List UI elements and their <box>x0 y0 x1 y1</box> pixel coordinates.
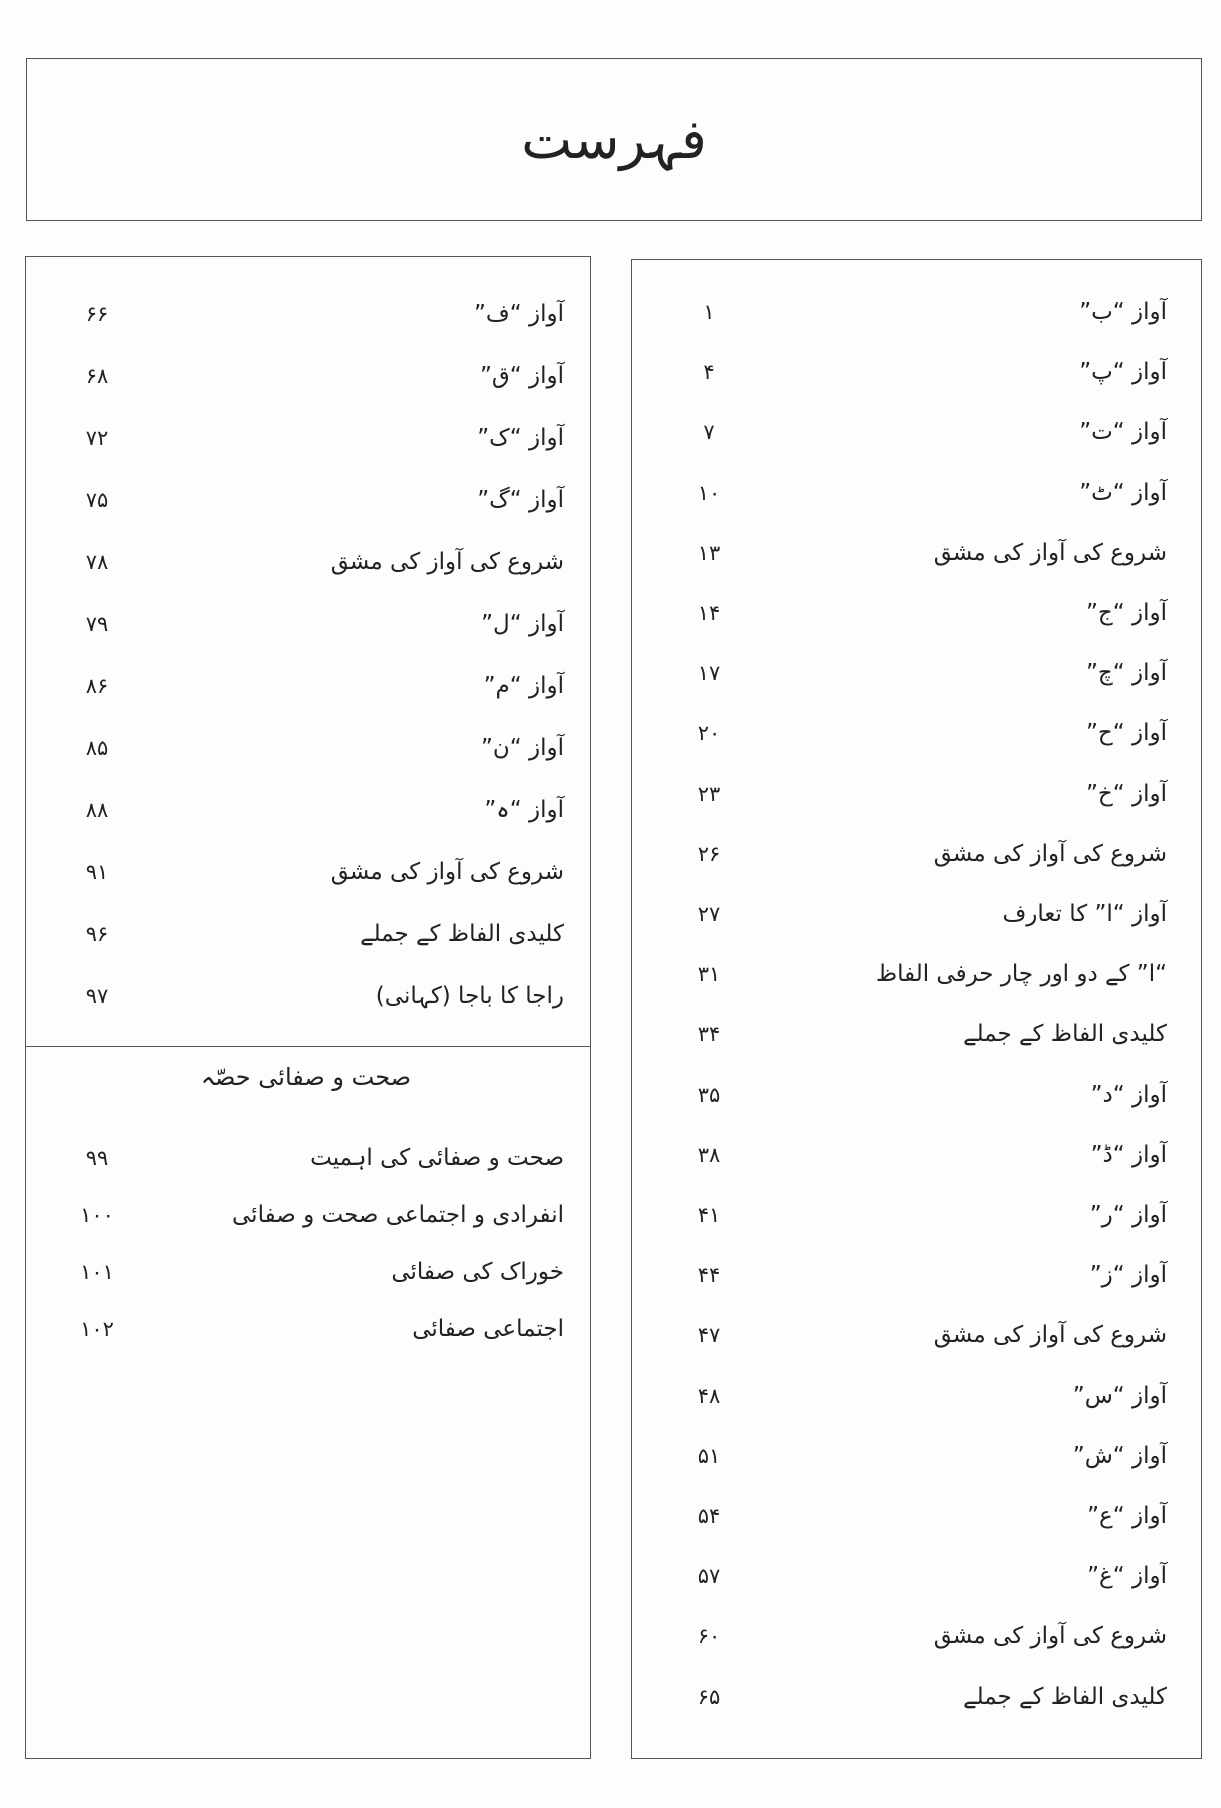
toc-entry-page: ۸۸ <box>85 798 109 822</box>
toc-entry[interactable] <box>632 1135 1201 1175</box>
toc-entry[interactable] <box>632 1195 1201 1235</box>
toc-entry[interactable] <box>632 1315 1201 1355</box>
toc-entry-page: ۴۱ <box>697 1203 721 1227</box>
toc-entry[interactable] <box>632 1014 1201 1054</box>
toc-entry-title: آواز “ت” <box>1079 419 1167 446</box>
toc-entry[interactable] <box>632 894 1201 934</box>
toc-entry[interactable] <box>26 666 590 706</box>
toc-entry-title: شروع کی آواز کی مشق <box>933 1322 1167 1349</box>
toc-entry-title: آواز “ر” <box>1089 1202 1167 1228</box>
toc-entry-title: اجتماعی صفائی <box>412 1316 564 1342</box>
toc-entry-page: ۱۷ <box>697 661 721 686</box>
toc-entry[interactable] <box>26 1138 590 1178</box>
toc-entry-title: آواز “ق” <box>480 363 564 389</box>
toc-entry-title: آواز “گ” <box>477 487 564 513</box>
toc-entry[interactable] <box>632 352 1201 392</box>
toc-entry[interactable] <box>632 292 1201 332</box>
toc-entry-page: ۸۶ <box>85 674 109 698</box>
toc-entry-title: آواز “غ” <box>1087 1563 1167 1590</box>
toc-entry[interactable] <box>632 1075 1201 1115</box>
toc-entry-title: “ا” کے دو اور چار حرفی الفاظ <box>875 961 1167 988</box>
toc-entry-page: ۷۵ <box>85 488 109 512</box>
toc-entry[interactable] <box>26 1252 590 1292</box>
toc-entry-page: ۳۱ <box>697 962 721 987</box>
toc-entry-title: شروع کی آواز کی مشق <box>933 840 1167 867</box>
toc-entry[interactable] <box>26 1195 590 1235</box>
toc-entry-page: ۵۷ <box>697 1564 721 1589</box>
toc-entry-title: آواز “د” <box>1090 1081 1167 1108</box>
toc-entry-title: آواز “ن” <box>480 735 564 761</box>
toc-entry-page: ۲۰ <box>697 721 721 746</box>
toc-entry-page: ۳۴ <box>697 1022 721 1047</box>
toc-entry-title: شروع کی آواز کی مشق <box>330 549 564 575</box>
toc-entry-title: شروع کی آواز کی مشق <box>330 859 564 885</box>
toc-entry-page: ۴ <box>703 360 715 385</box>
toc-entry-title: آواز “م” <box>483 673 564 699</box>
toc-entry-page: ۹۱ <box>85 860 109 884</box>
contents-right-column <box>631 259 1202 1759</box>
toc-entry[interactable] <box>632 412 1201 452</box>
toc-entry-page: ۴۴ <box>697 1263 721 1288</box>
toc-entry[interactable] <box>26 604 590 644</box>
toc-entry-title: کلیدی الفاظ کے جملے <box>963 1021 1167 1048</box>
toc-entry-title: راجا کا باجا (کہانی) <box>375 983 564 1009</box>
toc-entry-title: آواز “ٹ” <box>1079 479 1167 506</box>
toc-entry[interactable] <box>26 976 590 1016</box>
contents-left-column <box>25 256 591 1759</box>
toc-entry-title: آواز “ف” <box>474 301 564 327</box>
toc-entry[interactable] <box>26 790 590 830</box>
toc-entry-title: آواز “پ” <box>1079 359 1167 386</box>
toc-entry[interactable] <box>26 542 590 582</box>
toc-entry[interactable] <box>26 418 590 458</box>
toc-entry-page: ۱۰۲ <box>80 1317 114 1341</box>
toc-entry-page: ۴۷ <box>697 1323 721 1348</box>
toc-entry[interactable] <box>632 713 1201 753</box>
toc-entry-title: آواز “ع” <box>1087 1503 1167 1529</box>
toc-entry[interactable] <box>632 1436 1201 1476</box>
toc-entry-title: آواز “ا” کا تعارف <box>1002 901 1167 927</box>
toc-entry[interactable] <box>26 480 590 520</box>
toc-entry-page: ۲۳ <box>697 781 721 806</box>
toc-entry[interactable] <box>632 1677 1201 1717</box>
toc-entry-page: ۲۷ <box>697 902 721 926</box>
toc-entry[interactable] <box>26 728 590 768</box>
toc-entry-page: ۵۴ <box>697 1504 721 1528</box>
toc-entry-page: ۶۶ <box>85 302 109 326</box>
toc-entry-title: آواز “خ” <box>1086 780 1167 807</box>
toc-entry[interactable] <box>632 774 1201 814</box>
toc-entry-page: ۱۳ <box>697 540 721 565</box>
toc-entry-page: ۴۸ <box>697 1383 721 1408</box>
toc-entry[interactable] <box>632 1376 1201 1416</box>
toc-entry-page: ۶۵ <box>697 1684 721 1709</box>
toc-entry[interactable] <box>632 1496 1201 1536</box>
toc-entry-page: ۱۴ <box>697 601 721 625</box>
toc-entry[interactable] <box>632 1556 1201 1596</box>
toc-entry-page: ۱۰۰ <box>80 1203 114 1227</box>
toc-entry-title: آواز “ز” <box>1089 1262 1167 1289</box>
toc-entry-page: ۷۹ <box>85 612 109 636</box>
toc-entry[interactable] <box>632 1255 1201 1295</box>
toc-entry-title: صحت و صفائی کی اہمیت <box>310 1145 564 1171</box>
toc-entry-page: ۷ <box>703 420 715 445</box>
toc-entry[interactable] <box>26 356 590 396</box>
page-title: فہرست <box>521 108 707 171</box>
toc-entry-page: ۹۹ <box>85 1146 109 1170</box>
toc-entry-page: ۳۵ <box>697 1082 721 1107</box>
toc-entry-page: ۷۲ <box>85 426 109 450</box>
toc-entry-title: خوراک کی صفائی <box>391 1259 564 1285</box>
toc-entry-page: ۳۸ <box>697 1142 721 1167</box>
toc-entry-title: آواز “ب” <box>1079 299 1167 325</box>
toc-entry[interactable] <box>632 653 1201 693</box>
toc-entry[interactable] <box>632 473 1201 513</box>
toc-entry-title: آواز “ل” <box>481 611 564 637</box>
toc-entry-title: آواز “ک” <box>477 425 564 451</box>
toc-entry-page: ۷۸ <box>85 550 109 574</box>
toc-entry-page: ۶۸ <box>85 364 109 388</box>
toc-entry-page: ۱۰ <box>697 480 721 505</box>
section-heading: صحت و صفائی حصّہ <box>200 1063 412 1091</box>
toc-entry-title: آواز “ح” <box>1086 720 1167 747</box>
toc-entry[interactable] <box>632 1616 1201 1656</box>
title-box <box>26 58 1202 221</box>
toc-entry[interactable] <box>26 1309 590 1349</box>
toc-entry[interactable] <box>632 593 1201 633</box>
toc-entry[interactable] <box>632 954 1201 994</box>
toc-entry-title: آواز “ہ” <box>484 797 564 823</box>
toc-entry-page: ۱ <box>703 300 715 324</box>
toc-entry-title: کلیدی الفاظ کے جملے <box>360 921 564 947</box>
toc-entry-page: ۸۵ <box>85 736 109 760</box>
section-divider <box>26 1046 590 1047</box>
toc-entry-title: کلیدی الفاظ کے جملے <box>963 1683 1167 1710</box>
toc-entry[interactable] <box>26 914 590 954</box>
toc-entry-page: ۹۷ <box>85 984 109 1008</box>
toc-entry-page: ۲۶ <box>697 841 721 866</box>
toc-entry-title: شروع کی آواز کی مشق <box>933 1623 1167 1650</box>
toc-entry-page: ۱۰۱ <box>80 1260 114 1284</box>
toc-entry-title: آواز “ش” <box>1072 1442 1167 1469</box>
toc-entry[interactable] <box>632 834 1201 874</box>
toc-entry-page: ۵۱ <box>697 1443 721 1468</box>
toc-entry-title: انفرادی و اجتماعی صحت و صفائی <box>232 1202 564 1228</box>
toc-entry-title: شروع کی آواز کی مشق <box>933 539 1167 566</box>
toc-entry[interactable] <box>632 533 1201 573</box>
toc-entry-page: ۹۶ <box>85 922 109 946</box>
toc-entry-title: آواز “ج” <box>1086 600 1167 626</box>
toc-entry-page: ۶۰ <box>697 1624 721 1649</box>
toc-entry[interactable] <box>26 294 590 334</box>
toc-entry-title: آواز “ڈ” <box>1090 1141 1167 1168</box>
toc-entry[interactable] <box>26 852 590 892</box>
toc-entry-title: آواز “س” <box>1072 1382 1167 1409</box>
toc-entry-title: آواز “چ” <box>1086 660 1167 687</box>
